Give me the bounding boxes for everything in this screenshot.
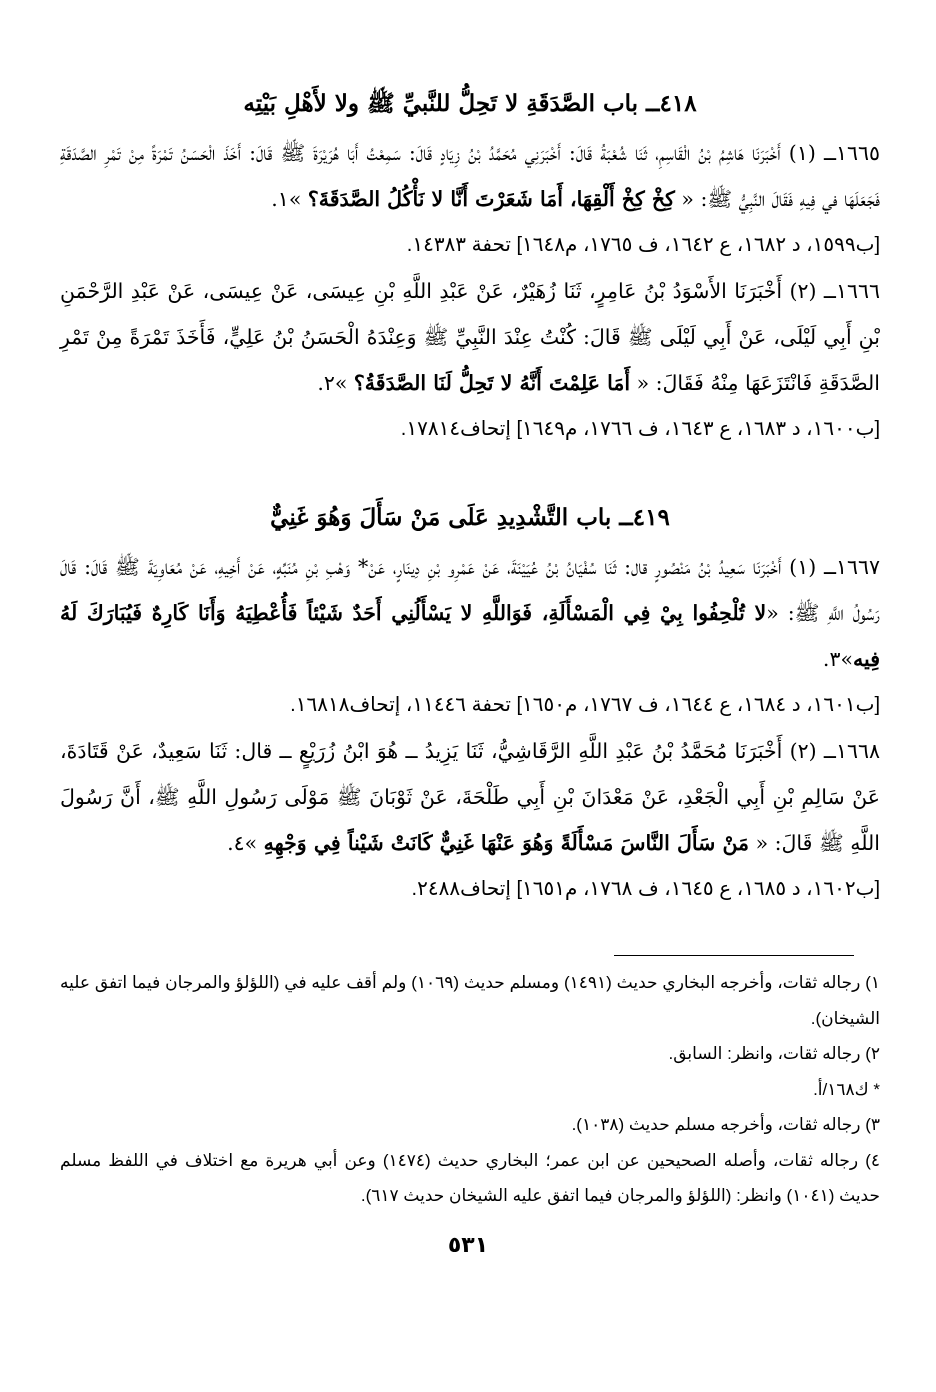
hadith-matn: كِخْ كِخْ أَلْقِهَا، أَمَا شَعَرْتَ أَنَّا لا نَأْكُلُ الصَّدَقَةَ؟ [307, 187, 675, 211]
page-number: ٥٣١ [447, 1232, 489, 1257]
hadith-text: ١٦٦٧ــ (١) أَخْبَرَنَا سَعِيدُ بْنُ مَنْصُورٍ قال: ثَنَا سُفْيَانُ بْنُ عُيَيْنَةَ، عَنْ عَمْرِو بْنِ دِينَارٍ، عَنْ* وَهْبِ بْنِ مُنَبِّهٍ، عَنْ أَخِيهِ، عَنْ مُعَاوِيَةَ ﷺ قَالَ: قَالَ رَسُولُ اللَّهِ ﷺ: « [60, 555, 880, 625]
chapter-title-419: ٤١٩ــ باب التَّشْدِيدِ عَلَى مَنْ سَأَلَ وَهُوَ غَنِيٌّ [270, 504, 670, 531]
footnote-3: ٣) رجاله ثقات، وأخرجه مسلم حديث (١٠٣٨). [571, 1115, 880, 1134]
hadith-1668 [60, 728, 880, 866]
footnote-separator [614, 955, 854, 956]
hadith-1666 [60, 268, 880, 406]
hadith-matn: مَنْ سَأَلَ النَّاسَ مَسْأَلَةً وَهُوَ عَنْهَا غَنِيٌّ كَانَتْ شَيْناً فِي وَجْهِهِ [263, 831, 750, 855]
hadith-1668-references: [ب١٦٠٢، د ١٦٨٥، ع ١٦٤٥، ف ١٧٦٨، م١٦٥١] إتحاف٢٤٨٨. [411, 878, 880, 900]
hadith-1666-references: [ب١٦٠٠، د ١٦٨٣، ع ١٦٤٣، ف ١٧٦٦، م١٦٤٩] إتحاف١٧٨١٤. [400, 418, 880, 440]
footnote-4: ٤) رجاله ثقات، وأصله الصحيحين عن ابن عمر؛ البخاري حديث (١٤٧٤) وعن أبي هريرة مع اختلاف في اللفظ مسلم حديث (١٠٤١) وانظر: (اللؤلؤ والمرجان فيما اتفق عليه الشيخان حديث ٦١٧). [60, 1150, 880, 1205]
hadith-end: »٤. [227, 831, 264, 855]
hadith-end: »١. [271, 187, 308, 211]
hadith-text: ١٦٦٨ــ (٢) أَخْبَرَنَا مُحَمَّدُ بْنُ عَبْدِ اللَّهِ الرَّقَاشِيُّ، ثَنَا يَزِيدُ ــ هُوَ ابْنُ زُرَيْعٍ ــ قال: ثَنَا سَعِيدٌ، عَنْ قَتَادَةَ، عَنْ سَالِمِ بْنِ أَبِي الْجَعْدِ، عَنْ مَعْدَانَ بْنِ أَبِي طَلْحَةَ، عَنْ ثَوْبَانَ ﷺ مَوْلَى رَسُولِ اللَّهِ ﷺ، أَنَّ رَسُولَ اللَّهِ ﷺ قَالَ: « [60, 739, 880, 855]
hadith-1667 [60, 544, 880, 682]
footnote-2: ٢) رجاله ثقات، وانظر: السابق. [668, 1044, 880, 1063]
hadith-end: »٢. [317, 371, 354, 395]
hadith-1667-references: [ب١٦٠١، د ١٦٨٤، ع ١٦٤٤، ف ١٧٦٧، م١٦٥٠] تحفة ١١٤٤٦، إتحاف١٦٨١٨. [290, 694, 880, 716]
hadith-1665-references: [ب١٥٩٩، د ١٦٨٢، ع ١٦٤٢، ف ١٧٦٥، م١٦٤٨] تحفة ١٤٣٨٣. [406, 234, 880, 256]
hadith-end: »٣. [822, 647, 854, 671]
hadith-text: ١٦٦٥ــ (١) أَخْبَرَنَا هَاشِمُ بْنُ الْقَاسِمِ، ثَنَا شُعْبَةُ قَالَ: أَخْبَرَنِي مُحَمَّدُ بْنُ زِيَادٍ قَالَ: سَمِعْتُ أَبَا هُرَيْرَةَ ﷺ قَالَ: أَخَذَ الْحَسَنُ تَمْرَةً مِنْ تَمْرِ الصَّدَقَةِ فَجَعَلَهَا في فِيهِ فَقَالَ النَّبِيُّ ﷺ: « [60, 141, 880, 211]
footnote-star: * ك١٦٨/أ. [813, 1079, 880, 1099]
hadith-text: ١٦٦٦ــ (٢) أَخْبَرَنَا الأَسْوَدُ بْنُ عَامِرٍ، ثَنَا زُهَيْرٌ، عَنْ عَبْدِ اللَّهِ بْنِ عِيسَى، عَنْ عِيسَى، عَنْ عَبْدِ الرَّحْمَنِ بْنِ أَبِي لَيْلَى، عَنْ أَبِي لَيْلَى ﷺ قَالَ: كُنْتُ عِنْدَ النَّبِيِّ ﷺ وَعِنْدَهُ الْحَسَنُ بْنُ عَلِيٍّ، فَأَخَذَ تَمْرَةً مِنْ تَمْرِ الصَّدَقَةِ فَانْتَزَعَهَا مِنْهُ فَقَالَ: « [60, 279, 880, 395]
footnote-1: ١) رجاله ثقات، وأخرجه البخاري حديث (١٤٩١) ومسلم حديث (١٠٦٩) ولم أقف عليه في (اللؤلؤ والمرجان فيما اتفق عليه الشيخان). [60, 973, 880, 1028]
hadith-1665 [60, 130, 880, 222]
hadith-matn: لا تُلْحِفُوا بِيْ فِي الْمَسْأَلَةِ، فَوَاللَّهِ لا يَسْأَلُنِي أَحَدٌ شَيْئاً فَأُعْطِيَهُ وَأَنَا كَارِهٌ فَيُبَارَكَ لَهُ فِيه [60, 601, 880, 671]
page-body [60, 78, 880, 912]
hadith-matn: أَمَا عَلِمْتَ أَنَّهُ لا تَحِلُّ لَنَا الصَّدَقَةُ؟ [353, 371, 631, 395]
chapter-title-418: ٤١٨ــ باب الصَّدَقَةِ لا تَحِلُّ للنَّبيِّ ﷺ ولا لأَهْلِ بَيْتِه [243, 90, 697, 117]
footnotes [60, 965, 880, 1214]
